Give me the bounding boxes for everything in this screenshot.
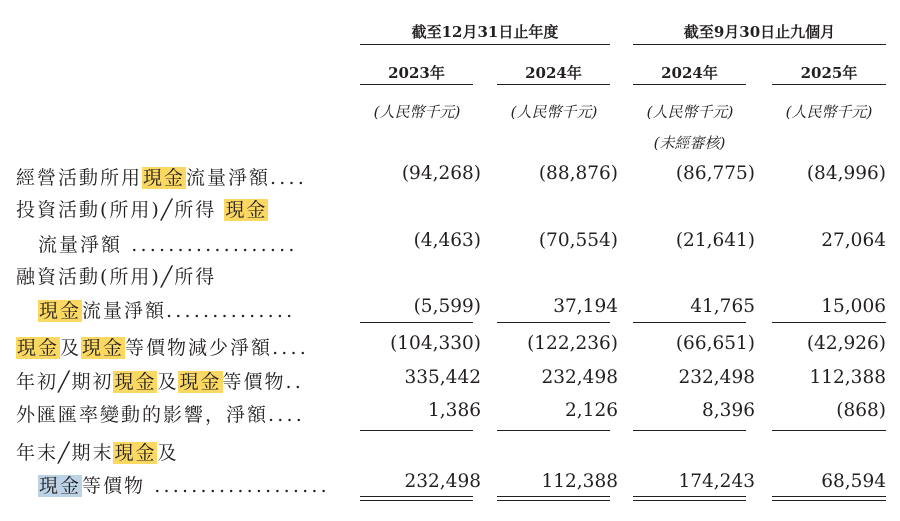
row-label-5-line-1 — [16, 367, 304, 394]
cell-row-4-col-3: (66,651) — [675, 333, 755, 354]
row-label-2-line-1 — [16, 195, 268, 222]
cell-row-7-col-4: 68,594 — [821, 471, 886, 492]
total-double-rule-2 — [497, 496, 610, 501]
leader-dots: .................. — [122, 234, 298, 256]
label-text: 年末╱期末 — [16, 442, 114, 464]
cell-row-7-col-1: 232,498 — [404, 471, 481, 492]
highlighted-term: 現金 — [39, 475, 82, 497]
row-label-7-line-1 — [16, 438, 178, 465]
highlighted-term: 現金 — [82, 337, 125, 359]
highlighted-term: 現金 — [143, 167, 186, 189]
label-text: 融資活動(所用)╱所得 — [16, 266, 217, 288]
cell-row-7-col-3: 174,243 — [678, 471, 755, 492]
label-text: 流量淨額 — [186, 167, 271, 189]
label-text: 經營活動所用 — [16, 167, 143, 189]
label-text: 外匯匯率變動的影響，淨額 — [16, 404, 269, 426]
cell-row-5-col-1: 335,442 — [404, 367, 481, 388]
label-text: 等價物 — [222, 371, 286, 393]
total-double-rule-1 — [360, 496, 473, 501]
highlighted-term: 現金 — [179, 371, 222, 393]
cell-row-3-col-1: (5,599) — [413, 296, 481, 317]
cell-row-6-col-1: 1,386 — [428, 400, 481, 421]
group-rule-nine-months — [633, 44, 886, 45]
cell-row-1-col-2: (88,876) — [538, 163, 618, 184]
group-rule-year-ended — [360, 44, 610, 45]
row-label-1-line-1 — [16, 163, 307, 190]
year-header-2025-nine-months: 2025年 — [800, 64, 858, 82]
subtotal-rule-5 — [360, 430, 473, 431]
unit-label-3: (人民幣千元) — [646, 103, 734, 121]
cell-row-6-col-4: (868) — [836, 400, 886, 421]
cell-row-7-col-2: 112,388 — [541, 471, 618, 492]
row-label-4-line-1 — [16, 333, 309, 360]
subtotal-rule-6 — [497, 430, 610, 431]
year-header-2023: 2023年 — [388, 64, 445, 82]
year-rule-4 — [772, 84, 886, 85]
unit-label-1: (人民幣千元) — [373, 103, 461, 121]
highlighted-term: 現金 — [114, 371, 157, 393]
cell-row-6-col-2: 2,126 — [565, 400, 618, 421]
leader-dots: .... — [272, 337, 310, 359]
year-header-2024-nine-months: 2024年 — [661, 64, 718, 82]
highlighted-term: 現金 — [114, 442, 157, 464]
label-text: 及 — [157, 371, 179, 393]
label-text: 流量淨額 — [82, 300, 167, 322]
row-label-3-line-1 — [16, 262, 216, 289]
label-text: 流量淨額 — [38, 234, 123, 256]
cell-row-2-col-1: (4,463) — [413, 230, 481, 251]
highlighted-term: 現金 — [39, 300, 82, 322]
leader-dots: ................... — [145, 475, 330, 497]
cell-row-5-col-2: 232,498 — [541, 367, 618, 388]
cell-row-1-col-1: (94,268) — [401, 163, 481, 184]
subtotal-rule-3 — [633, 322, 746, 323]
label-text: 等價物減少淨額 — [125, 337, 273, 359]
total-double-rule-4 — [772, 496, 886, 501]
leader-dots: .............. — [166, 300, 296, 322]
label-text: 等價物 — [82, 475, 146, 497]
cell-row-4-col-1: (104,330) — [390, 333, 481, 354]
label-text: 投資活動(所用)╱所得 — [16, 199, 225, 221]
unaudited-label: (未經審核) — [653, 134, 726, 152]
row-label-2-line-2 — [16, 230, 298, 257]
cell-row-3-col-4: 15,006 — [821, 296, 886, 317]
cell-row-2-col-2: (70,554) — [538, 230, 618, 251]
subtotal-rule-4 — [772, 322, 886, 323]
cell-row-5-col-3: 232,498 — [678, 367, 755, 388]
unit-label-4: (人民幣千元) — [785, 103, 873, 121]
unit-label-2: (人民幣千元) — [510, 103, 598, 121]
highlighted-term: 現金 — [17, 337, 60, 359]
cell-row-1-col-3: (86,775) — [675, 163, 755, 184]
subtotal-rule-7 — [633, 430, 746, 431]
cell-row-3-col-2: 37,194 — [553, 296, 618, 317]
leader-dots: .. — [285, 371, 304, 393]
label-text: 及 — [157, 442, 179, 464]
cell-row-2-col-4: 27,064 — [821, 230, 886, 251]
year-rule-2 — [497, 84, 610, 85]
total-double-rule-3 — [633, 496, 746, 501]
row-label-7-line-2 — [16, 471, 330, 498]
year-rule-3 — [633, 84, 746, 85]
group-header-year-ended: 截至12月31日止年度 — [411, 23, 559, 41]
row-label-3-line-2 — [16, 296, 295, 323]
row-label-6-line-1 — [16, 400, 305, 427]
cell-row-2-col-3: (21,641) — [675, 230, 755, 251]
cell-row-6-col-3: 8,396 — [702, 400, 755, 421]
subtotal-rule-8 — [772, 430, 886, 431]
label-text: 年初╱期初 — [16, 371, 114, 393]
label-text: 及 — [60, 337, 82, 359]
cell-row-4-col-2: (122,236) — [527, 333, 618, 354]
leader-dots: .... — [268, 404, 305, 426]
cell-row-5-col-4: 112,388 — [809, 367, 886, 388]
leader-dots: .... — [270, 167, 308, 189]
highlighted-term: 現金 — [225, 199, 268, 221]
cell-row-1-col-4: (84,996) — [806, 163, 886, 184]
subtotal-rule-1 — [360, 322, 473, 323]
subtotal-rule-2 — [497, 322, 610, 323]
year-rule-1 — [360, 84, 473, 85]
cell-row-4-col-4: (42,926) — [806, 333, 886, 354]
cell-row-3-col-3: 41,765 — [690, 296, 755, 317]
year-header-2024: 2024年 — [525, 64, 582, 82]
group-header-nine-months: 截至9月30日止九個月 — [683, 23, 836, 41]
